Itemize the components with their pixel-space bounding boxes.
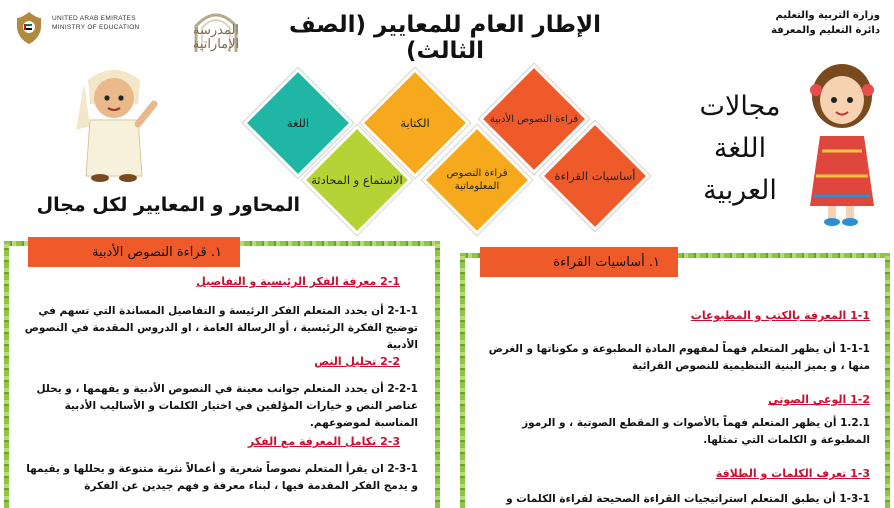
standard-text-2: 2-2-1 أن يحدد المتعلم جوانب معينة في النصوص الأدبية و يفهمها ، و يحلل عناصر النص و خيارات المؤلفين في اختيار الكلمات و الأساليب الأدبية المناسبة لموضوعهم. [36,383,418,429]
page-title: الإطار العام للمعايير (الصف الثالث) [288,12,602,64]
fields-title-line3: العربية [703,175,777,206]
vine-border-right [435,241,440,508]
diamond-label: قراءة النصوص الأدبية [489,113,579,125]
uae-ministry-english [52,14,140,32]
school-line1: المدرسة [192,23,240,38]
panel-literary-reading [4,237,440,508]
section-heading: ١. قراءة النصوص الأدبية [28,237,240,267]
fields-title-line1: مجالات [699,91,781,122]
diamond-label: اللغة [286,116,310,130]
uae-line1: UNITED ARAB EMIRATES [52,15,136,22]
diamond-label: أساسيات القراءة [554,169,636,183]
uae-line2: MINISTRY OF EDUCATION [52,24,140,31]
vine-border-right [885,253,890,508]
standard-text-3: 2-3-1 ان يقرأ المتعلم نصوصاً شعرية و أعمالاً نثرية متنوعة و يحللها و يقيمها و يدمج الفكر المقدمة فيها ، لبناء معرفة و فهم جيدين عن الفكرة [26,463,418,492]
subheading-1: 2-1 معرفة الفكر الرئيسية و التفاصيل [196,275,400,288]
axes-title: المحاور و المعايير لكل مجال [36,194,300,216]
ministry-line2: دائرة التعليم والمعرفة [771,25,880,36]
fields-title-line2: اللغة [713,133,767,164]
subheading-2: 1-2 الوعي الصوتي [768,393,870,406]
fields-title [680,86,800,212]
ministry-line1: وزارة التربية والتعليم [775,10,880,21]
boy-illustration [70,60,160,182]
subheading-1: 1-1 المعرفة بالكتب و المطبوعات [690,309,870,322]
section-heading: ١. أساسيات القراءة [480,247,678,277]
diamond-foundational-reading[interactable] [556,137,634,215]
vine-border-left [460,253,465,508]
standard-text-3: 1-3-1 أن يطبق المتعلم استراتيجيات القراءة الصحيحة لقراءة الكلمات و [506,493,870,505]
vine-border-left [4,241,9,508]
school-line2: الإماراتية [192,37,240,52]
uae-emblem-icon [14,10,44,46]
girl-illustration [800,56,880,226]
subheading-3: 2-3 تكامل المعرفة مع الفكر [247,435,400,448]
diamond-label: الاستماع و المحادثة [311,173,403,187]
standard-text-1: 1-1-1 أن يظهر المتعلم فهماً لمفهوم المادة المطبوعة و مكوناتها و الغرض منها ، و يميز البنية التنظيمية للنصوص القرائية [488,343,870,372]
diamond-listening-speaking[interactable] [311,141,403,219]
diamond-label: قراءة النصوص المعلوماتية [446,168,508,192]
school-logo-text [170,24,262,52]
subheading-3: 1-3 تعرف الكلمات و الطلاقة [715,467,870,480]
panel-foundational-reading [460,247,890,508]
diamond-label: الكتابة [400,116,430,130]
subheading-2: 2-2 تحليل النص [314,355,400,368]
standard-text-1: 2-1-1 أن يحدد المتعلم الفكر الرئيسة و التفاصيل المساندة التي تسهم في توضيح الفكرة الرئيسية ، أو الرسالة العامة ، او الدروس المقدمة في النصوص الأدبية [24,305,418,351]
diamond-informational-reading[interactable] [438,141,516,219]
ministry-name [771,8,880,38]
standard-text-2: 1.2.1 أن يظهر المتعلم فهماً بالأصوات و المقطع الصوتية ، و الرموز المطبوعة و الكلمات التي تمثلها. [522,417,870,446]
